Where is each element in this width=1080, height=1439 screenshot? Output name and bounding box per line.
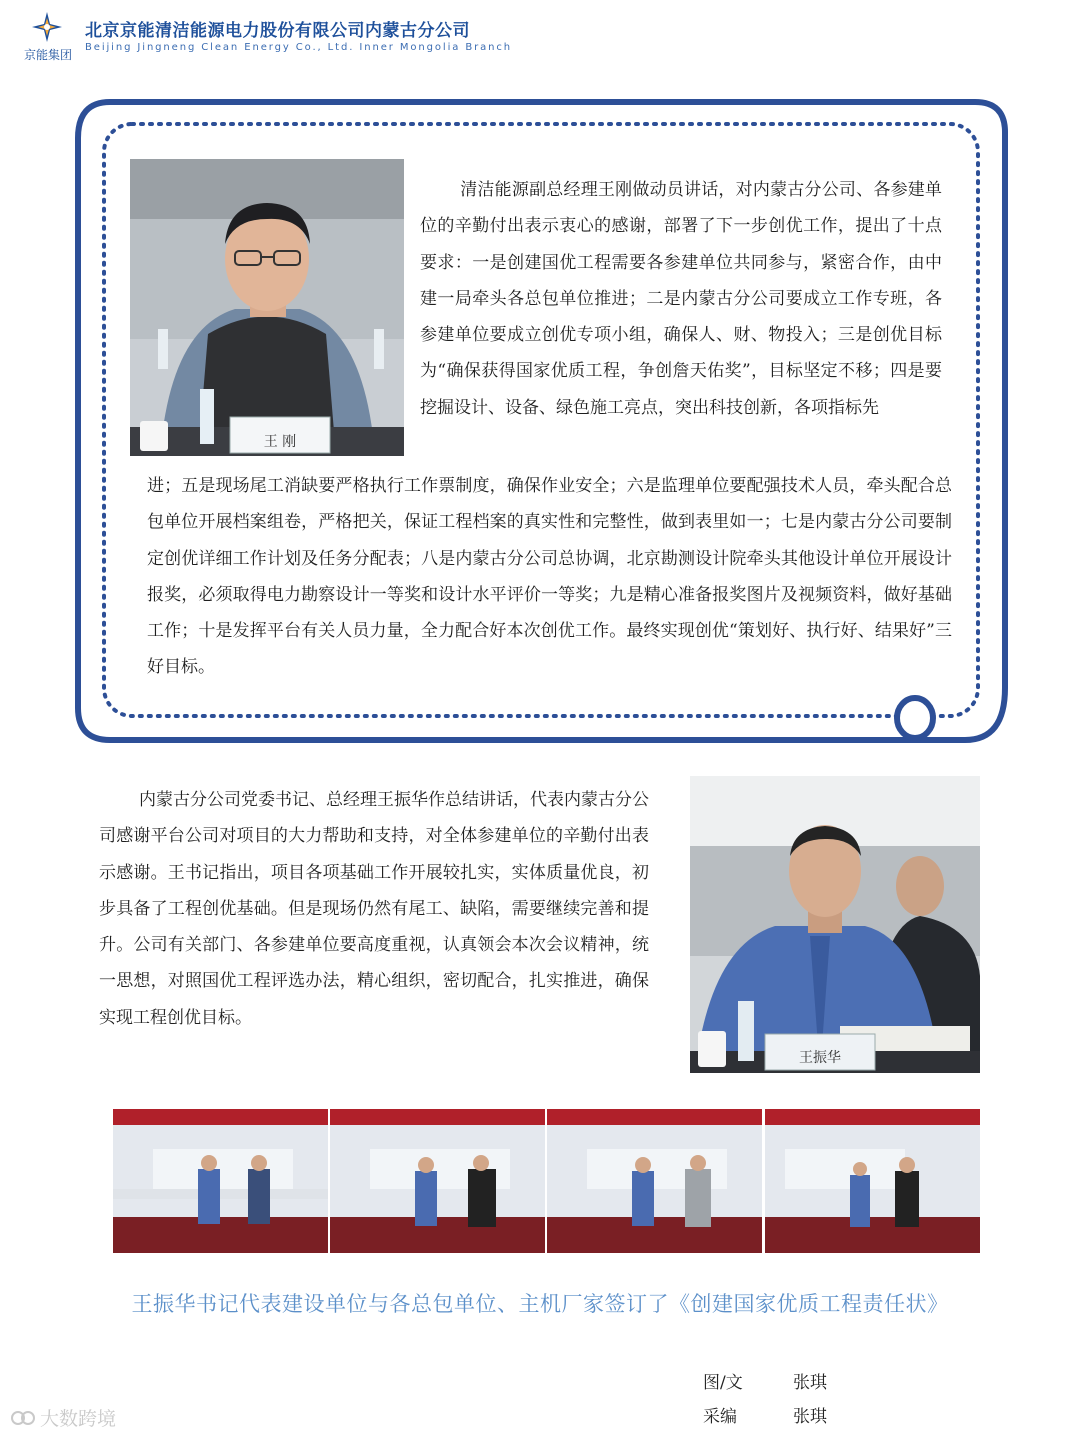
nameplate-text: 王 刚 — [263, 434, 297, 450]
paragraph-text: 内蒙古分公司党委书记、总经理王振华作总结讲话，代表内蒙古分公司感谢平台公司对项目的大力帮助和支持，对全体参建单位的辛勤付出表示感谢。王书记指出，项目各项基础工作开展较扎实，实体质量优良，初步具备了工程创优基础。但是现场仍然有尾工、缺陷，需要继续完善和提升。公司有关部门、各参建单位要高度重视，认真领会本次会议精神，统一思想，对照国优工程评选办法，精心组织，密切配合，扎实推进，确保实现工程创优目标。 — [99, 790, 649, 1028]
nameplate-text: 王振华 — [799, 1050, 841, 1066]
signing-photo-1 — [113, 1109, 328, 1253]
credit-row — [703, 1366, 827, 1400]
logo-text: 京能集团 — [23, 48, 72, 62]
paragraph-speech-continued: 进；五是现场尾工消缺要严格执行工作票制度，确保作业安全；六是监理单位要配强技术人员，牵头配合总包单位开展档案组卷，严格把关，保证工程档案的真实性和完整性，做到表里如一；七是内蒙古分公司要制定创优详细工作计划及任务分配表；八是内蒙古分公司总协调，北京勘测设计院牵头其他设计单位开展设计报奖，必须取得电力勘察设计一等奖和设计水平评价一等奖；九是精心准备报奖图片及视频资料，做好基础工作；十是发挥平台有关人员力量，全力配合好本次创优工作。最终实现创优“策划好、执行好、结果好”三好目标。 — [147, 476, 952, 678]
signing-photo-2 — [330, 1109, 545, 1253]
paragraph-summary-wang-zhenhua — [99, 782, 649, 1036]
logo-star-icon — [30, 10, 64, 44]
page-header — [0, 0, 1080, 70]
credit-value: 张琪 — [793, 1407, 827, 1427]
paragraph-text: 清洁能源副总经理王刚做动员讲话，对内蒙古分公司、各参建单位的辛勤付出表示衷心的感谢，部署了下一步创优工作，提出了十点要求：一是创建国优工程需要各参建单位共同参与，紧密合作，由中建一局牵头各总包单位推进；二是内蒙古分公司要成立工作专班，各参建单位要成立创优专项小组，确保人、财、物投入；三是创优目标为“确保获得国家优质工程，争创詹天佑奖”，目标坚定不移；四是要挖掘设计、设备、绿色施工亮点，突出科技创新，各项指标先 — [420, 180, 942, 418]
credit-value: 张琪 — [793, 1373, 827, 1393]
speaker-photo-wang-zhenhua — [690, 776, 980, 1073]
watermark — [10, 1404, 116, 1431]
photo-caption: 王振华书记代表建设单位与各总包单位、主机厂家签订了《创建国家优质工程责任状》 — [131, 1292, 949, 1316]
speaker-photo-wang-gang — [130, 159, 404, 456]
paragraph-speech-wang-gang — [420, 172, 942, 426]
company-name-cn: 北京京能清洁能源电力股份有限公司内蒙古分公司 — [85, 21, 470, 41]
signing-photo-4 — [765, 1109, 980, 1253]
credit-label: 采编 — [703, 1407, 737, 1427]
watermark-text: 大数跨境 — [40, 1408, 117, 1430]
credits — [703, 1366, 827, 1434]
signing-photo-3 — [547, 1109, 762, 1253]
signing-photo-strip — [113, 1109, 980, 1253]
credit-row — [703, 1400, 827, 1434]
company-logo — [18, 10, 78, 66]
company-name-en: Beijing Jingneng Clean Energy Co., Ltd. Inner Mongolia Branch — [85, 42, 513, 53]
watermark-logo-icon — [10, 1407, 36, 1429]
credit-label: 图/文 — [703, 1373, 743, 1393]
